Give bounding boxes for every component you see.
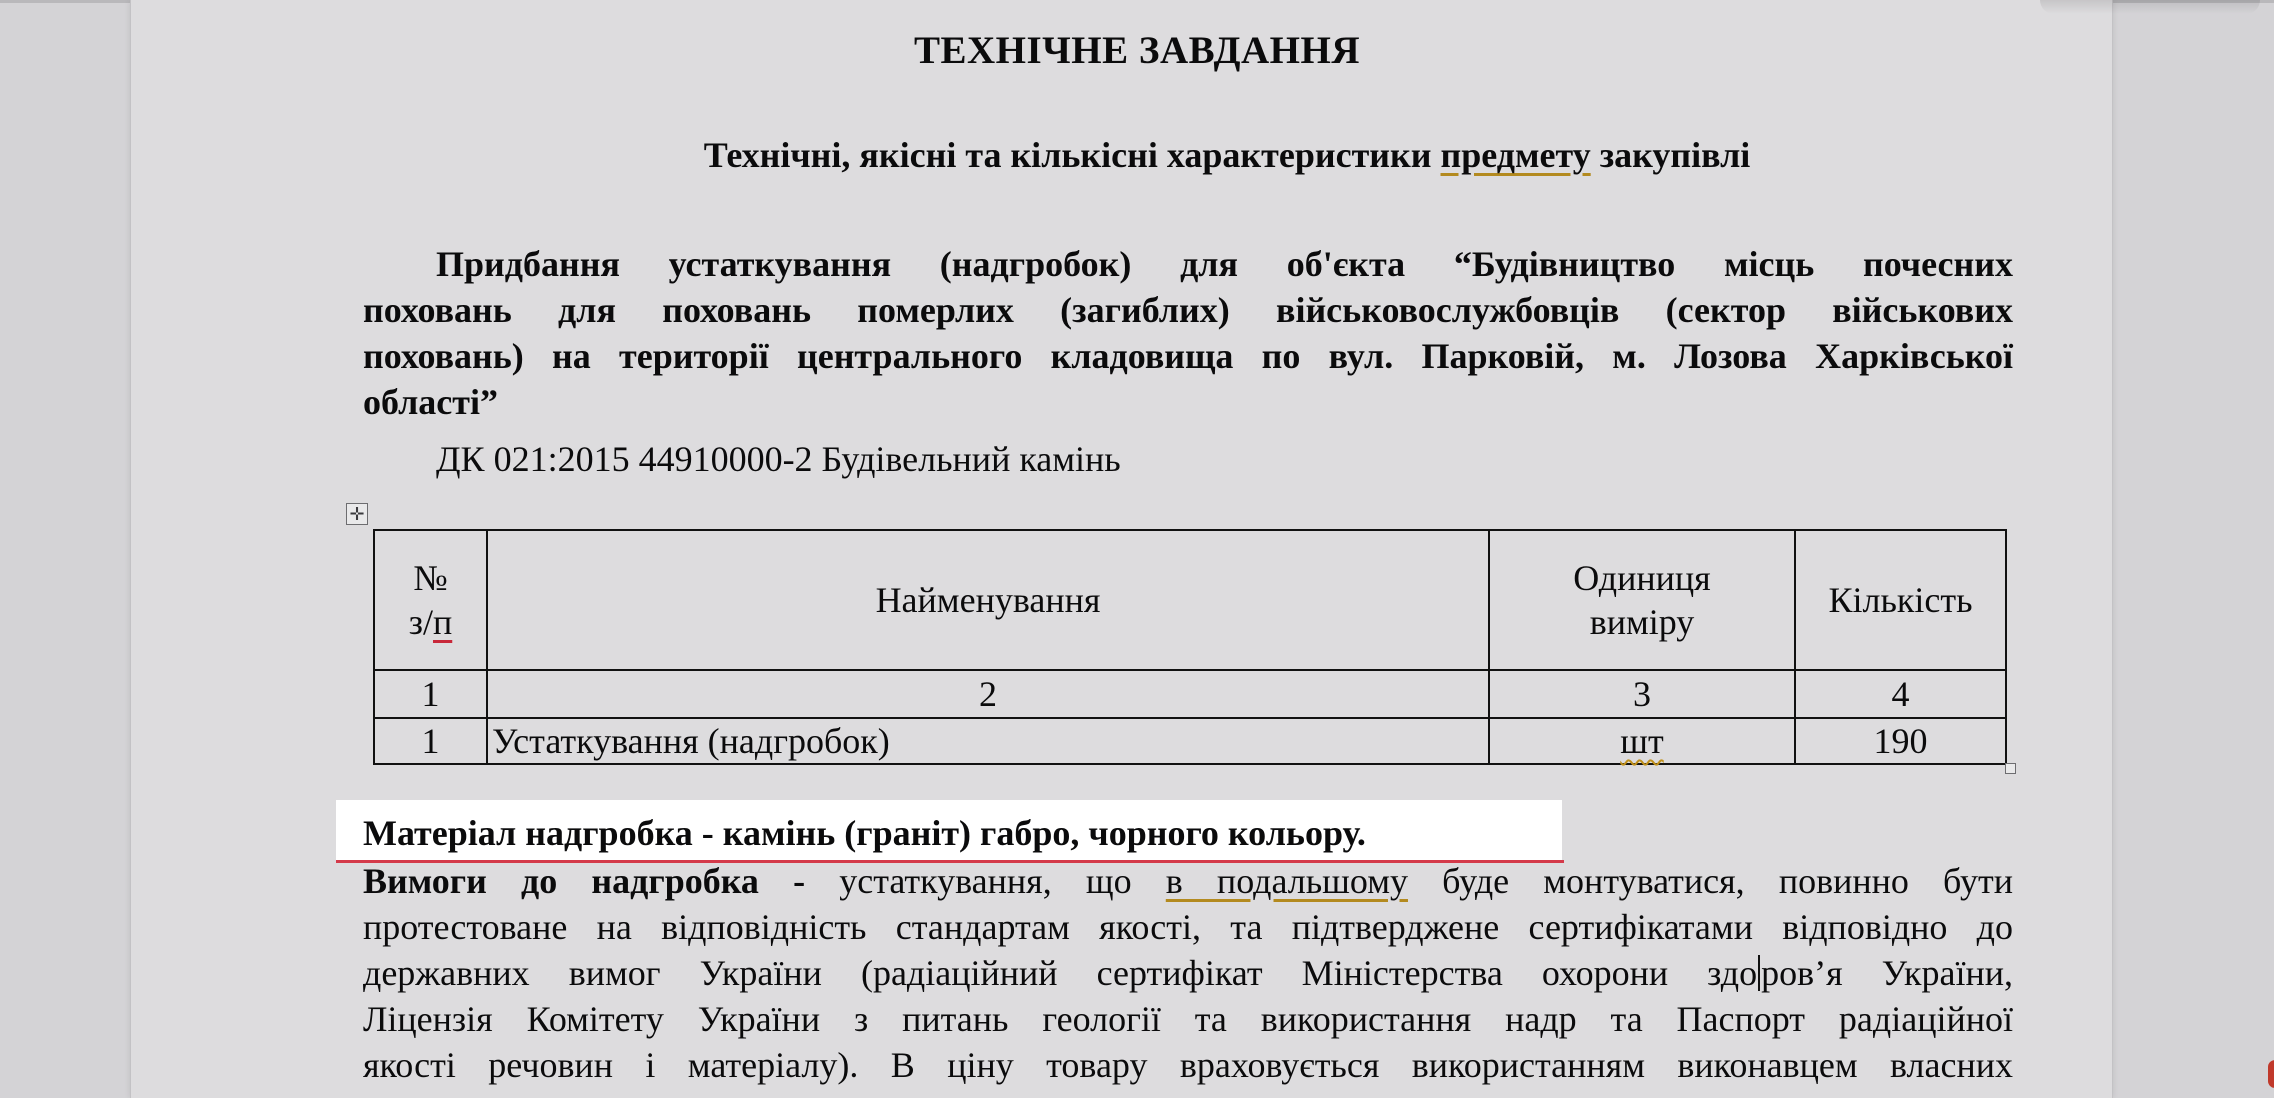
material-line[interactable]: Матеріал надгробка - камінь (граніт) габро, чорного кольору. [363,813,1366,853]
header-cell-unit[interactable] [1489,530,1795,670]
requirements-line-1: Вимоги до надгробка - устаткування, що в подальшому буде монтуватися, повинно бути [363,861,2013,901]
purchase-line-2: поховань для поховань померлих (загиблих) військовослужбовців (сектор військових [363,290,2013,330]
header-cell-number[interactable] [374,530,487,670]
header-number-line2: з/п [408,602,453,642]
header-number-flagged[interactable]: п [432,602,453,642]
document-subtitle [0,134,2274,176]
numbering-cell-1[interactable]: 1 [374,670,487,718]
header-unit-line1: Одиниця [1573,558,1711,598]
row-unit-flagged[interactable]: шт [1620,721,1664,761]
header-cell-name[interactable]: Найменування [487,530,1489,670]
numbering-cell-2[interactable]: 2 [487,670,1489,718]
table-row [374,718,2006,764]
subtitle-flagged-word[interactable]: предмету [1440,135,1591,175]
text-cursor [1758,955,1760,991]
purchase-line-3: поховань) на території центрального кладовища по вул. Парковій, м. Лозова Харківської [363,336,2013,376]
requirements-flagged-phrase[interactable]: в подальшому [1165,861,1408,901]
table-move-handle-icon[interactable]: ✛ [346,503,368,525]
requirements-line-3: державних вимог України (радіаційний сертифікат Міністерства охорони здо ров’я України, [363,953,2013,993]
toolbar-shadow [2040,0,2260,14]
requirements-line-5: якості речовин і матеріалу). В ціну товару враховується використанням виконавцем власних [363,1045,2013,1085]
numbering-cell-4[interactable]: 4 [1795,670,2006,718]
table-header-row [374,530,2006,670]
table-resize-handle[interactable] [2005,763,2016,774]
requirements-label: Вимоги до надгробка - [363,861,806,901]
subtitle-text-after: закупівлі [1590,135,1751,175]
scroll-marker [2268,1060,2274,1088]
requirements-line-4: Ліцензія Комітету України з питань геології та використання надр та Паспорт радіаційної [363,999,2013,1039]
requirements-paragraph [363,858,2013,1088]
header-cell-quantity[interactable]: Кількість [1795,530,2006,670]
subtitle-text-before: Технічні, якісні та кількісні характеристики [703,135,1441,175]
row-unit-cell[interactable] [1489,718,1795,764]
purchase-line-1: Придбання устаткування (надгробок) для об'єкта “Будівництво місць почесних [436,244,2013,284]
specification-table [373,529,2007,765]
header-unit-line2: виміру [1589,602,1695,642]
row-quantity-cell[interactable]: 190 [1795,718,2006,764]
dk-code-line: ДК 021:2015 44910000-2 Будівельний камінь [436,439,1121,479]
requirements-line-2: протестоване на відповідність стандартам якості, та підтверджене сертифікатами відповідно до [363,907,2013,947]
row-number-cell[interactable]: 1 [374,718,487,764]
row-name-cell[interactable]: Устаткування (надгробок) [487,718,1489,764]
header-number-line1: № [413,558,448,598]
table-numbering-row [374,670,2006,718]
document-title: ТЕХНІЧНЕ ЗАВДАННЯ [913,29,1361,72]
numbering-cell-3[interactable]: 3 [1489,670,1795,718]
purchase-paragraph [363,241,2013,425]
purchase-line-4: області” [363,382,498,422]
